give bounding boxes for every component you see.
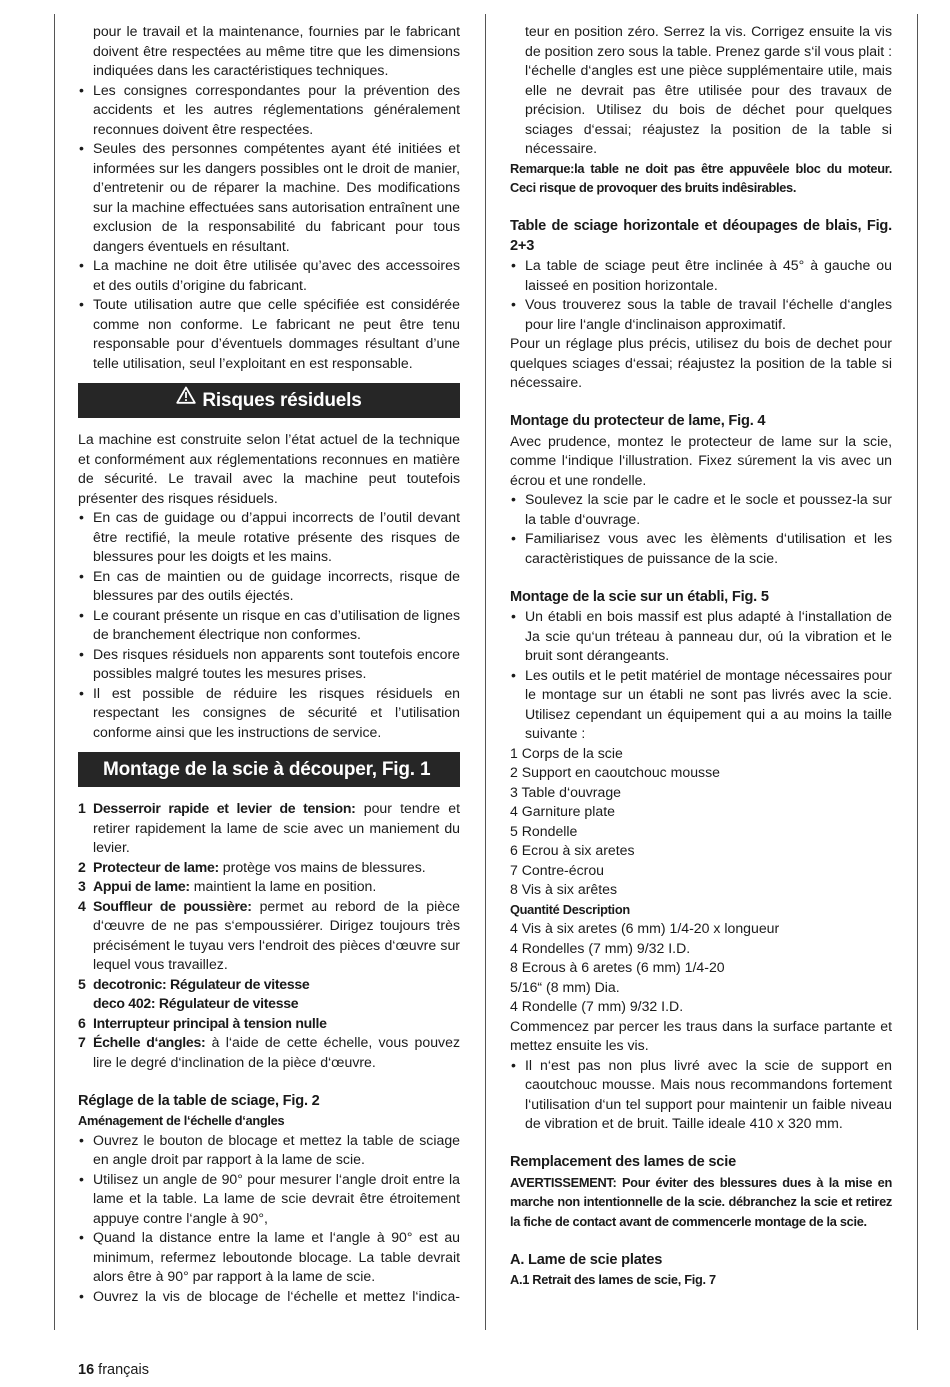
list-item: • Seules des personnes compétentes ayant été initiées et informées sur les dangers possibles ont le droit de manier, d’entretenir ou de réparer la machine. Des modifications sur la machine effectuées sans autorisation entraînent une exclusion de la responsabilité du fabricant pour tous dangers éventuels en résultant.: [78, 139, 460, 256]
list-item: [78, 975, 460, 995]
list-item: 4 Garniture plate: [510, 803, 615, 819]
horizontal-table-text: Pour un réglage plus précis, utilisez du bois de dechet pour quelques sciages d‘essai; réajustez la position de la table si nécessaire.: [510, 335, 892, 390]
item-label: deco 402: Régulateur de vitesse: [93, 995, 299, 1011]
list-item: • Ouvrez la vis de blocage de l‘échelle et mettez l‘indica-: [78, 1287, 460, 1307]
blade-replace-heading: Remplacement des lames de scie: [510, 1154, 736, 1170]
list-item: 4 Rondelle (7 mm) 9/32 I.D.: [510, 998, 684, 1014]
list-item: 2 Support en caoutchouc mousse: [510, 764, 720, 780]
list-item: • Les outils et le petit matériel de montage nécessaires pour le montage sur un établi ne sont pas livrés avec la scie. Utilisez cependant un équipement qui a au moins la taille suivante :: [510, 666, 892, 744]
list-item: • Quand la distance entre la lame et l‘angle à 90° est au minimum, refermez leboutonde blocage. La table devrait alors être à 90° par rapport à la lame de scie.: [78, 1228, 460, 1287]
list-item: [78, 1014, 460, 1034]
list-item: 8 Ecrous à 6 aretes (6 mm) 1/4-20: [510, 959, 725, 975]
quantity-list: [510, 919, 892, 1017]
warning-triangle-icon: [176, 381, 196, 416]
horizontal-table-heading: Table de sciage horizontale et déoupages de blais, Fig. 2+3: [510, 218, 892, 254]
list-item: • Il est possible de réduire les risques résiduels en respectant les consignes de sécurité et l’utilisation conforme ainsi que les instructions de service.: [78, 684, 460, 743]
blade-guard-heading: Montage du protecteur de lame, Fig. 4: [510, 413, 766, 429]
blade-removal-subheading: A.1 Retrait des lames de scie, Fig. 7: [510, 1272, 716, 1287]
list-item: • Vous trouverez sous la table de travail l‘échelle d‘angles pour lire l‘angle d‘inclinaison approximatif.: [510, 295, 892, 334]
table-adjust-bullets: [78, 1131, 460, 1307]
mount-section-heading: Montage de la scie à découper, Fig. 1: [78, 752, 460, 787]
page-language: français: [98, 1362, 149, 1378]
item-text: pour tendre et retirer rapidement la lame de scie avec un maniement du levier.: [93, 800, 460, 855]
list-item: [78, 799, 460, 858]
list-item: • Les consignes correspondantes pour la prévention des accidents et les autres réglementations généralement reconnues doivent être respectées.: [78, 81, 460, 140]
support-bullets: [510, 1056, 892, 1134]
item-label: Protecteur de lame:: [93, 858, 219, 875]
bench-mount-bullets: [510, 607, 892, 744]
list-item: 4 Vis à six aretes (6 mm) 1/4-20 x longueur: [510, 920, 780, 936]
continuation-text: teur en position zéro. Serrez la vis. Corrigez ensuite la vis de position zero sous la table. Prenez garde s‘il vous plait : l‘échelle d‘angles est une pièce supplémentaire utile, mais elle ne devrait pas être utilisée pour des travaux de précision. Utilisez du bois de déchet pour quelques sciages d‘essai; réajustez la position de la table si nécessaire.: [525, 23, 892, 156]
list-item: • Il n‘est pas non plus livré avec la scie de support en caoutchouc mousse. Mais nous recommandons fortement l‘utilisation d‘un tel support pour maintenir un faible niveau de vibration et de bruit. Taille ideale 410 x 320 mm.: [510, 1056, 892, 1134]
list-item: 6 Ecrou à six aretes: [510, 842, 635, 858]
risk-section-heading: [78, 383, 460, 418]
list-item: • Toute utilisation autre que celle spécifiée est considérée comme non conforme. Le fabricant ne peut être tenu responsable pour d’éventuels dommages résultant d’une telle utilisation, seul l’exploitant en est responsable.: [78, 295, 460, 373]
remark-note: Remarque:la table ne doit pas être appuvêele bloc du moteur. Ceci risque de provoquer des bruits indêsirables.: [510, 160, 892, 195]
item-number: 6: [78, 1014, 86, 1031]
bench-mount-heading: Montage de la scie sur un établi, Fig. 5: [510, 588, 769, 605]
item-number: 5: [78, 975, 86, 992]
list-item: • La table de sciage peut être inclinée à 45° à gauche ou laisseé en position horizontale.: [510, 256, 892, 295]
list-item: [78, 897, 460, 975]
quantity-heading: Quantité Description: [510, 901, 630, 917]
item-text: maintient la lame en position.: [189, 878, 377, 894]
column-rule-left: [54, 14, 55, 1330]
blade-guard-text: Avec prudence, montez le protecteur de lame sur la scie, comme l‘indique l‘illustration. Fixez súrement la vis avec un écrou et une rondelle.: [510, 432, 892, 488]
item-label: Desserroir rapide et levier de tension:: [93, 800, 356, 816]
left-column: [78, 22, 460, 1338]
item-label: decotronic: Régulateur de vitesse: [93, 975, 310, 992]
item-label: Interrupteur principal à tension nulle: [93, 1014, 327, 1031]
item-number: 7: [78, 1034, 86, 1050]
item-number: 1: [78, 800, 86, 816]
table-adjust-subheading: Aménagement de l‘échelle d‘angles: [78, 1113, 285, 1128]
warning-notice: AVERTISSEMENT: Pour éviter des blessures dues à la mise en marche non intentionnelle de la scie. débranchez la scie et retirez la fiche de contact avant de commencerle montage de la scie.: [510, 1174, 892, 1229]
list-item: • En cas de maintien ou de guidage incorrects, risque de blessures par des outils éjectés.: [78, 567, 460, 606]
intro-bullet-list: [78, 81, 460, 374]
list-item: • En cas de guidage ou d’appui incorrects de l’outil devant être rectifié, la meule rotative présente des risques de blessures pour les doigts et les mains.: [78, 508, 460, 567]
list-item: 7 Contre-écrou: [510, 861, 605, 878]
list-item: [78, 858, 460, 878]
intro-continuation: pour le travail et la maintenance, fournies par le fabricant doivent être respectées au même titre que les dimensions indiquées dans les caractéristiques techniques.: [93, 23, 460, 78]
list-item: 5 Rondelle: [510, 822, 578, 839]
column-rule-right: [917, 14, 918, 1330]
horizontal-table-bullets: [510, 256, 892, 334]
blade-guard-bullets: [510, 490, 892, 568]
list-item: [78, 994, 460, 1014]
page-footer: [78, 1362, 149, 1378]
list-item: • Soulevez la scie par le cadre et le socle et poussez-la sur la table d‘ouvrage.: [510, 490, 892, 529]
list-item: • Utilisez un angle de 90° pour mesurer l‘angle droit entre la lame et la table. La lame de scie devrait être étroitement appuye contre l‘angle à 90°,: [78, 1170, 460, 1229]
item-label: Souffleur de poussière:: [93, 897, 252, 914]
list-item: 1 Corps de la scie: [510, 744, 623, 761]
item-number: 4: [78, 897, 86, 914]
list-item: [78, 877, 460, 897]
risk-heading-text: Risques résiduels: [202, 390, 362, 411]
risk-intro: La machine est construite selon l’état actuel de la technique et conformément aux réglementations reconnues en matière de sécurité. Le travail avec la machine peut toutefois présenter des risques résiduels.: [78, 431, 460, 506]
item-label: Échelle d‘angles:: [93, 1034, 206, 1050]
list-item: [78, 1033, 460, 1072]
list-item: • Le courant présente un risque en cas d’utilisation de lignes de branchement électrique non conformes.: [78, 606, 460, 645]
risk-bullet-list: [78, 508, 460, 742]
page-number: 16: [78, 1362, 95, 1378]
table-adjust-heading: Réglage de la table de sciage, Fig. 2: [78, 1092, 320, 1109]
list-item: 5/16“ (8 mm) Dia.: [510, 978, 620, 995]
right-column: [510, 22, 892, 1338]
drill-text: Commencez par percer les traus dans la surface partante et mettez ensuite les vis.: [510, 1017, 892, 1053]
parts-list: [510, 744, 892, 900]
mount-parts-list: [78, 799, 460, 1072]
list-item: 8 Vis à six arêtes: [510, 881, 618, 897]
flat-blade-heading: A. Lame de scie plates: [510, 1251, 663, 1268]
item-text: permet au rebord de la pièce d‘œuvre de ne pas s‘empoussiérer. Dirigez toujours très précisément le tuyau vers l‘endroit des pièces d‘œuvre sur lequel vous travaillez.: [93, 897, 460, 972]
item-text: à l‘aide de cette échelle, vous pouvez lire le degré d‘inclination de la pièce d‘œuvre.: [93, 1034, 460, 1070]
list-item: • Familiarisez vous avec les èlèments d‘utilisation et les caractèristiques de puissance de la scie.: [510, 529, 892, 568]
item-number: 3: [78, 878, 86, 894]
list-item: • Ouvrez le bouton de blocage et mettez la table de sciage en angle droit par rapport à la lame de scie.: [78, 1131, 460, 1170]
item-text: protège vos mains de blessures.: [218, 858, 426, 875]
column-rule-middle: [485, 14, 486, 1330]
list-item: • Un établi en bois massif est plus adapté à l‘installation de Ja scie qu‘un tréteau à panneau dur, oú la vibration et le bruit sont dérangeants.: [510, 607, 892, 666]
item-number: 2: [78, 858, 86, 875]
list-item: • Des risques résiduels non apparents sont toutefois encore possibles malgré toutes les mesures prises.: [78, 645, 460, 684]
item-label: Appui de lame:: [93, 878, 190, 894]
list-item: • La machine ne doit être utilisée qu’avec des accessoires et des outils d’origine du fabricant.: [78, 256, 460, 295]
list-item: 3 Table d‘ouvrage: [510, 783, 622, 800]
list-item: 4 Rondelles (7 mm) 9/32 I.D.: [510, 939, 691, 956]
